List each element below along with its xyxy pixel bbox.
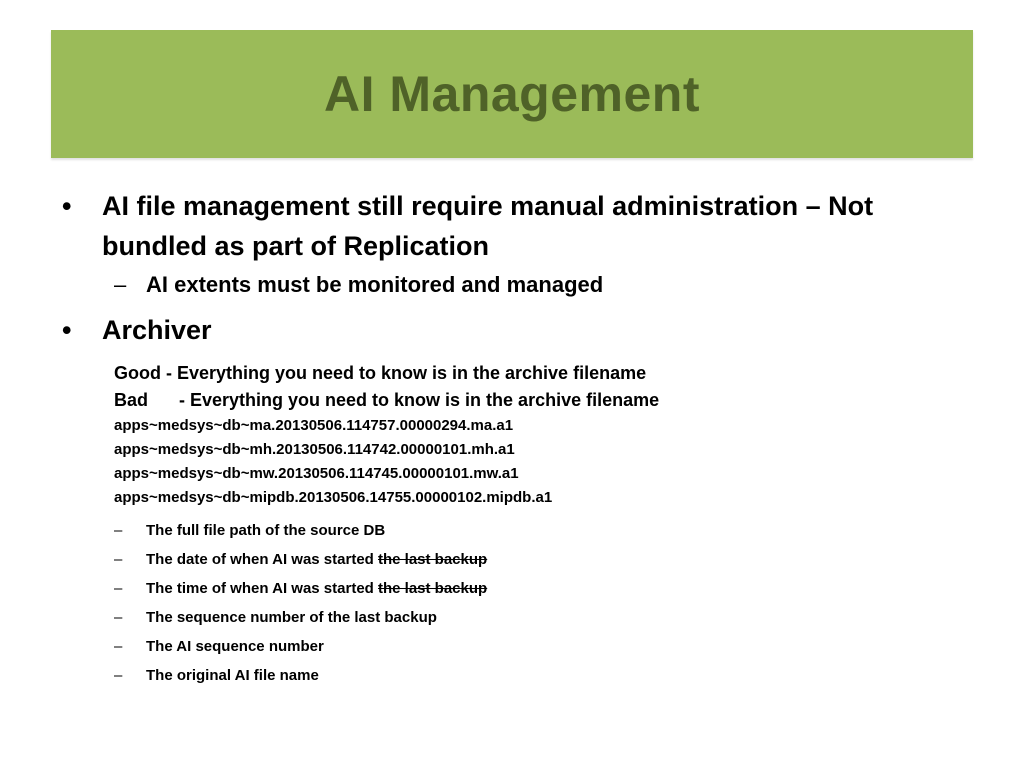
bullet-archiver: [62, 310, 962, 350]
list-item: [62, 632, 962, 661]
dash-marker: –: [114, 609, 123, 626]
list-item-text: The full file path of the source DB: [146, 522, 386, 539]
bullet-text: AI file management still require manual administration – Not bundled as part of Replication: [102, 191, 874, 261]
good-line: Good - Everything you need to know is in the archive filename: [114, 363, 647, 383]
list-item-text: The sequence number of the last backup: [146, 609, 437, 626]
bullet-text: Archiver: [102, 315, 212, 345]
sub-bullet-text: AI extents must be monitored and managed: [146, 272, 604, 297]
bullet-marker: •: [62, 191, 72, 221]
list-item: [62, 661, 962, 690]
bad-text: - Everything you need to know is in the archive filename: [179, 390, 660, 410]
list-item: [62, 574, 962, 603]
archive-filename: apps~medsys~db~mh.20130506.114742.00000101.mh.a1: [114, 441, 515, 458]
title-bar: [51, 30, 973, 158]
slide-body: [62, 186, 962, 690]
dash-marker: –: [114, 272, 127, 297]
struck-text: the last backup: [378, 551, 488, 568]
list-item-text: The AI sequence number: [146, 638, 324, 655]
dash-marker: –: [114, 580, 123, 597]
list-item-text: The date of when AI was started: [146, 551, 374, 568]
bad-line: [62, 387, 962, 414]
archive-filename: apps~medsys~db~ma.20130506.114757.00000294.ma.a1: [114, 417, 514, 434]
list-item-text: The time of when AI was started: [146, 580, 374, 597]
bad-label: Bad: [114, 390, 149, 410]
dash-marker: –: [114, 638, 123, 655]
bullet-ai-file-management: [62, 186, 962, 266]
struck-text: the last backup: [378, 580, 488, 597]
list-item: [62, 516, 962, 545]
archive-filename: apps~medsys~db~mipdb.20130506.14755.00000102.mipdb.a1: [114, 489, 553, 506]
dash-marker: –: [114, 667, 123, 684]
list-item: [62, 545, 962, 574]
list-item-text: The original AI file name: [146, 667, 319, 684]
bullet-marker: •: [62, 315, 72, 345]
list-item: [62, 603, 962, 632]
slide-title: AI Management: [323, 66, 700, 122]
archive-filename: apps~medsys~db~mw.20130506.114745.00000101.mw.a1: [114, 465, 519, 482]
dash-marker: –: [114, 551, 123, 568]
sub-bullet-ai-extents: [62, 270, 962, 300]
dash-marker: –: [114, 522, 123, 539]
